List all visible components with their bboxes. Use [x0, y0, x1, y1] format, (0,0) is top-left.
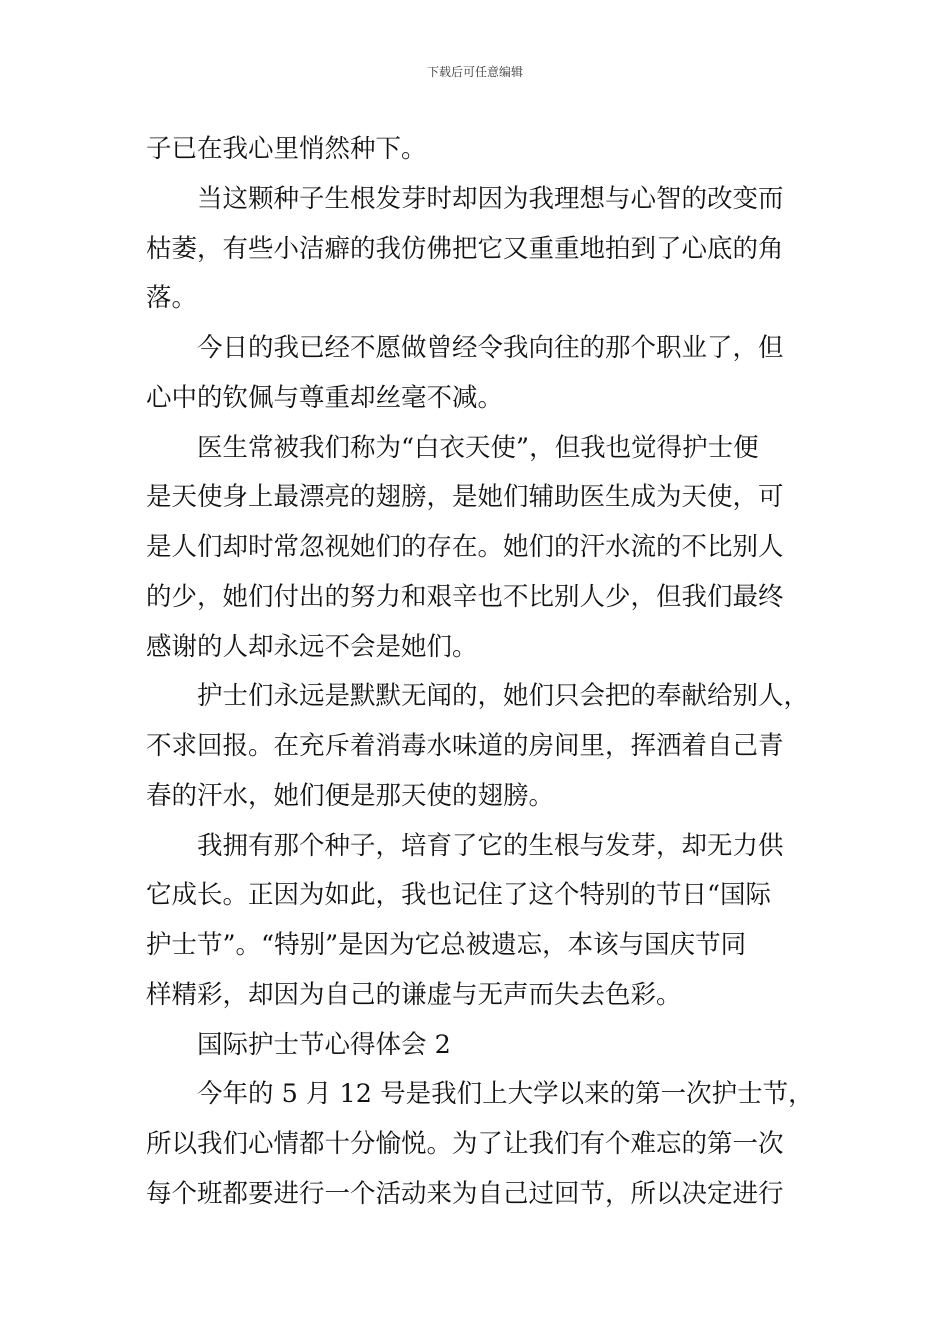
page-header: 下载后可任意编辑 [426, 65, 523, 79]
text-line: 护士节”。“特别”是因为它总被遗忘，本该与国庆节同 [146, 930, 747, 960]
text-line: 是天使身上最漂亮的翅膀，是她们辅助医生成为天使，可 [146, 482, 784, 513]
text-line: 当这颗种子生根发芽时却因为我理想与心智的改变而 [197, 183, 784, 214]
text-line: 样精彩，却因为自己的谦虚与无声而失去色彩。 [146, 979, 682, 1010]
text-line: 它成长。正因为如此，我也记住了这个特别的节日“国际 [146, 880, 772, 911]
text-line: 每个班都要进行一个活动来为自己过回节，所以决定进行 [146, 1178, 784, 1209]
document-body [146, 125, 814, 1220]
text-line: 不求回报。在充斥着消毒水味道的房间里，挥洒着自己青 [146, 731, 784, 761]
text-line: 心中的钦佩与尊重却丝毫不减。 [146, 382, 504, 413]
text-line: 今年的 5 月 12 号是我们上大学以来的第一次护士节， [197, 1079, 814, 1110]
text-line: 护士们永远是默默无闻的，她们只会把的奉献给别人， [197, 681, 810, 712]
text-line: 子已在我心里悄然种下。 [146, 134, 427, 164]
text-line: 今日的我已经不愿做曾经令我向往的那个职业了，但 [197, 333, 784, 363]
text-line: 枯萎，有些小洁癖的我仿佛把它又重重地拍到了心底的角 [146, 233, 784, 264]
text-line: 所以我们心情都十分愉悦。为了让我们有个难忘的第一次 [146, 1129, 784, 1159]
text-line: 是人们却时常忽视她们的存在。她们的汗水流的不比别人 [146, 532, 784, 562]
text-line: 医生常被我们称为“白衣天使”，但我也觉得护士便 [197, 432, 759, 463]
text-line: 感谢的人却永远不会是她们。 [146, 631, 478, 662]
text-line: 的少，她们付出的努力和艰辛也不比别人少，但我们最终 [146, 581, 784, 612]
text-line: 落。 [146, 283, 198, 314]
text-line: 春的汗水，她们便是那天使的翅膀。 [146, 780, 555, 811]
text-line: 我拥有那个种子，培育了它的生根与发芽，却无力供 [197, 830, 784, 861]
text-line: 国际护士节心得体会 2 [197, 1029, 451, 1060]
